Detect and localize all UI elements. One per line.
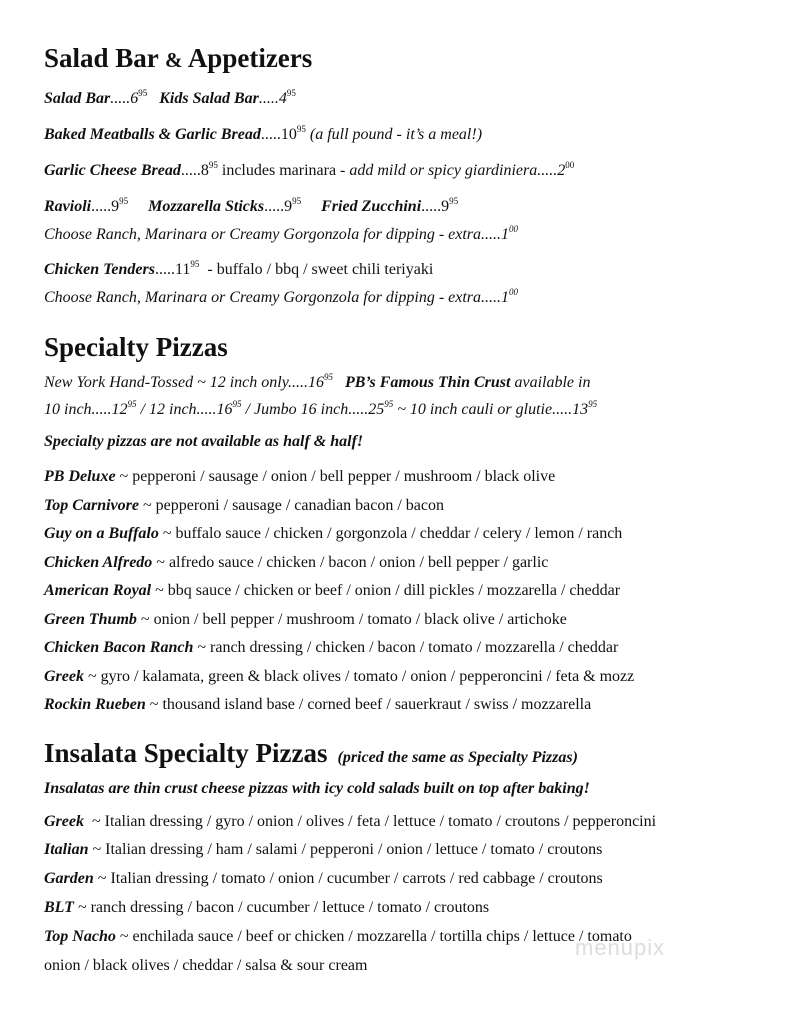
pizza-item: Guy on a Buffalo ~ buffalo sauce / chicken / gorgonzola / cheddar / celery / lemon / ranch xyxy=(44,525,623,542)
thin-crust-name: PB’s Famous Thin Crust xyxy=(344,374,511,391)
insalata-item: Garden ~ Italian dressing / tomato / onion / cucumber / carrots / red cabbage / croutons xyxy=(44,870,603,887)
kids-salad-name: Kids Salad Bar xyxy=(159,90,259,107)
watermark: menupix xyxy=(575,935,666,960)
pizza-item: Chicken Bacon Ranch ~ ranch dressing / chicken / bacon / tomato / mozzarella / cheddar xyxy=(44,639,619,656)
dip-note-2: Choose Ranch, Marinara or Creamy Gorgonzola for dipping - extra.....1$^{00}$ xyxy=(44,287,519,306)
pizza-item: Top Carnivore ~ pepperoni / sausage / canadian bacon / bacon xyxy=(44,497,444,514)
tenders-name: Chicken Tenders xyxy=(44,261,155,278)
half-note: Specialty pizzas are not available as half & half! xyxy=(44,433,364,450)
insalata-intro: Insalatas are thin crust cheese pizzas with icy cold salads built on top after baking! xyxy=(44,780,590,797)
specialty-section-title: Specialty Pizzas xyxy=(44,332,228,362)
pizza-item: PB Deluxe ~ pepperoni / sausage / onion / bell pepper / mushroom / black olive xyxy=(44,468,556,485)
pizza-item: Greek ~ gyro / kalamata, green & black olives / tomato / onion / pepperoncini / feta & mozz xyxy=(44,668,635,685)
tenders-row: Chicken Tenders.....11$^{95}$ - buffalo / bbq / sweet chili teriyaki xyxy=(44,259,434,278)
pizza-item: Rockin Rueben ~ thousand island base / corned beef / sauerkraut / swiss / mozzarella xyxy=(44,696,592,713)
salad-section-title: Salad Bar & Appetizers xyxy=(44,43,313,73)
ravioli-row: Ravioli.....9$^{95}$ Mozzarella Sticks.....9$^{95}$ Fried Zucchini.....9$^{95}$ xyxy=(44,196,459,215)
pizza-item: Green Thumb ~ onion / bell pepper / mushroom / tomato / black olive / artichoke xyxy=(44,611,567,628)
salad-bar-name: Salad Bar xyxy=(44,90,111,107)
pizza-item: American Royal ~ bbq sauce / chicken or beef / onion / dill pickles / mozzarella / cheddar xyxy=(44,582,621,599)
zucchini-name: Fried Zucchini xyxy=(321,198,422,215)
meatballs-row: Baked Meatballs & Garlic Bread.....10$^{95}$ (a full pound - it’s a meal!) xyxy=(44,124,483,143)
insalata-section-title: Insalata Specialty Pizzas (priced the same as Specialty Pizzas) xyxy=(44,738,578,768)
insalata-price-note: (priced the same as Specialty Pizzas) xyxy=(337,749,578,766)
insalata-item: Greek ~ Italian dressing / gyro / onion / olives / feta / lettuce / tomato / croutons / pepperoncini xyxy=(44,813,657,830)
garlic-cheese-row: Garlic Cheese Bread.....8$^{95}$ includes marinara - add mild or spicy giardiniera.....2$^{00}$ xyxy=(44,160,575,179)
meatballs-name: Baked Meatballs & Garlic Bread xyxy=(44,126,261,143)
mozz-sticks-name: Mozzarella Sticks xyxy=(148,198,265,215)
crust-options-row-2: 10 inch.....12$^{95}$ / 12 inch.....16$^{95}$ / Jumbo 16 inch.....25$^{95}$ ~ 10 inch cauli or glutie.....13$^{95}$ xyxy=(44,399,598,418)
crust-options-row-1: New York Hand-Tossed ~ 12 inch only.....16$^{95}$ PB’s Famous Thin Crust available in xyxy=(44,372,591,391)
dip-note: Choose Ranch, Marinara or Creamy Gorgonzola for dipping - extra.....1$^{00}$ xyxy=(44,224,519,243)
salad-bar-row: Salad Bar.....6$^{95}$ Kids Salad Bar.....4$^{95}$ xyxy=(44,88,296,107)
insalata-item: Top Nacho ~ enchilada sauce / beef or chicken / mozzarella / tortilla chips / lettuce / tomato xyxy=(44,928,632,945)
ravioli-name: Ravioli xyxy=(44,198,92,215)
insalata-item: BLT ~ ranch dressing / bacon / cucumber / lettuce / tomato / croutons xyxy=(44,899,490,916)
pizza-item: Chicken Alfredo ~ alfredo sauce / chicken / bacon / onion / bell pepper / garlic xyxy=(44,554,549,571)
insalata-item-continued: onion / black olives / cheddar / salsa & sour cream xyxy=(44,957,368,974)
insalata-item: Italian ~ Italian dressing / ham / salami / pepperoni / onion / lettuce / tomato / croutons xyxy=(44,841,603,858)
meatballs-note: (a full pound - it’s a meal!) xyxy=(309,126,483,143)
garlic-cheese-name: Garlic Cheese Bread xyxy=(44,162,181,179)
